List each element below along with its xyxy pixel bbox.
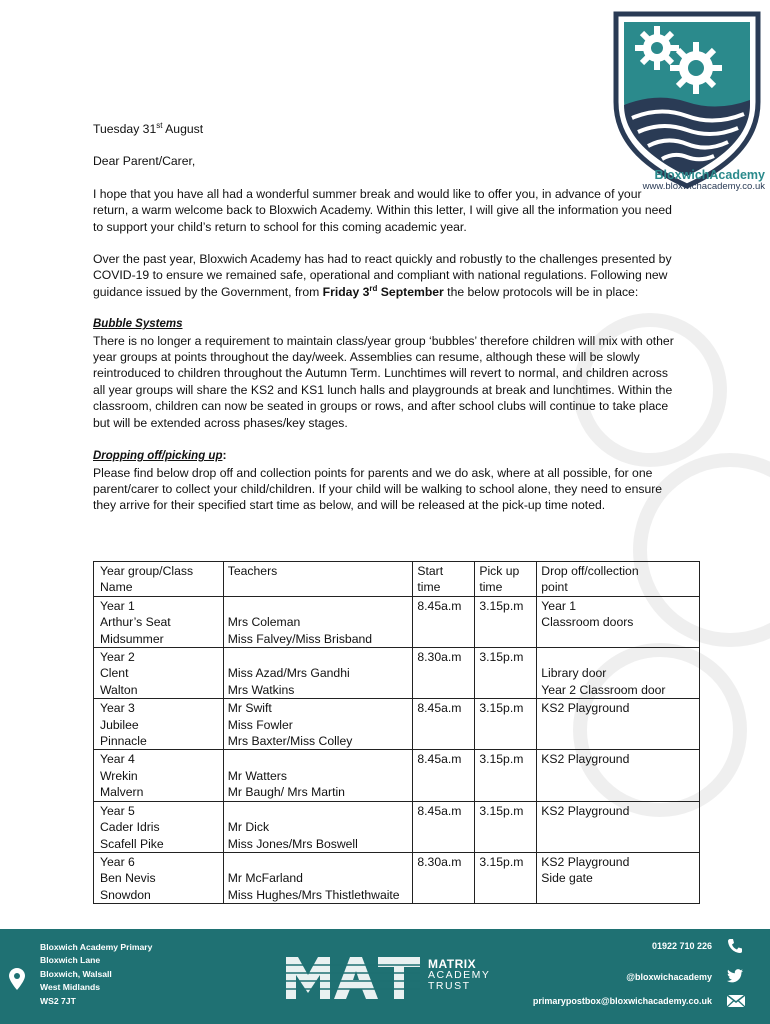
table-row: Year 2 Clent Walton Miss Azad/Mrs Gandhi Mrs Watkins 8.30a.m 3.15p.m Library door Year 2 Classroom door xyxy=(94,648,700,699)
mat-trust-logo xyxy=(286,949,420,1001)
footer-twitter[interactable]: @bloxwichacademy xyxy=(626,972,712,982)
letter-salutation: Dear Parent/Carer, xyxy=(93,154,196,169)
table-row: Year 1 Arthur’s Seat Midsummer Mrs Coleman Miss Falvey/Miss Brisband 8.45a.m 3.15p.m Year 1 Classroom doors xyxy=(94,596,700,647)
school-logo-name: BloxwichAcademy xyxy=(654,168,765,182)
location-pin-icon xyxy=(9,968,25,990)
table-header-row xyxy=(94,562,700,597)
header-drop-off-point: Drop off/collection point xyxy=(537,562,700,597)
footer-email[interactable]: primarypostbox@bloxwichacademy.co.uk xyxy=(532,996,712,1006)
footer-address: Bloxwich Academy Primary Bloxwich Lane Bloxwich, Walsall West Midlands WS2 7JT xyxy=(40,942,153,1006)
drop-off-schedule-table xyxy=(93,561,700,904)
table-row: Year 4 Wrekin Malvern Mr Watters Mr Baugh/ Mrs Martin 8.45a.m 3.15p.m KS2 Playground xyxy=(94,750,700,801)
table-row: Year 6 Ben Nevis Snowdon Mr McFarland Miss Hughes/Mrs Thistlethwaite 8.30a.m 3.15p.m KS2 Playground Side gate xyxy=(94,852,700,903)
paragraph-dropping-off: Please find below drop off and collection points for parents and we do ask, where at all possible, for one parent/carer to collect your child/children. If your child will be walking to school alone, they need to ensure they arrive for their specified start time as below, and will be released at the pick-up time noted. xyxy=(93,465,663,513)
header-pickup-time: Pick up time xyxy=(475,562,537,597)
letter-date: Tuesday 31st August xyxy=(93,120,204,136)
school-website: www.bloxwichacademy.co.uk xyxy=(642,181,765,192)
footer-phone[interactable]: 01922 710 226 xyxy=(651,941,712,951)
email-icon xyxy=(727,995,745,1007)
paragraph-welcome: I hope that you have all had a wonderful summer break and would like to offer you, in advance of your return, a warm welcome back to Bloxwich Academy. Within this letter, I will give all the information you need to support your child’s return to school for this coming academic year. xyxy=(93,186,672,234)
paragraph-bubble-systems: There is no longer a requirement to maintain class/year group ‘bubbles’ therefore children will mix with other year groups at points throughout the day/week. Assemblies can resume, although these will be slowly reintroduced to children throughout the Autumn Term. Lunchtimes will revert to normal, and children across all year groups will share the KS2 and KS1 lunch halls and playgrounds at break and lunchtimes. Within the classroom, children can now be seated in groups or rows, and after school clubs will continue to take place but will be extended across phases/key stages. xyxy=(93,333,674,430)
phone-icon xyxy=(727,938,743,954)
header-teachers: Teachers xyxy=(223,562,413,597)
header-year-group: Year group/Class Name xyxy=(94,562,224,597)
heading-bubble-systems: Bubble Systems xyxy=(93,318,183,331)
twitter-icon xyxy=(727,969,743,983)
table-row: Year 5 Cader Idris Scafell Pike Mr Dick Miss Jones/Mrs Boswell 8.45a.m 3.15p.m KS2 Playground xyxy=(94,801,700,852)
header-start-time: Start time xyxy=(413,562,475,597)
trust-name: MATRIX ACADEMY TRUST xyxy=(428,957,491,992)
heading-dropping-off: Dropping off/picking up: xyxy=(93,448,227,463)
paragraph-covid: Over the past year, Bloxwich Academy has had to react quickly and robustly to the challenges presented by COVID-19 to ensure we remained safe, operational and compliant with national regulations. Following new guidance issued by the Government, from Friday 3rd September the below protocols will be in place: xyxy=(93,252,672,299)
footer-bar xyxy=(0,929,770,1024)
table-row: Year 3 Jubilee Pinnacle Mr Swift Miss Fowler Mrs Baxter/Miss Colley 8.45a.m 3.15p.m KS2 Playground xyxy=(94,699,700,750)
letter-body xyxy=(93,121,675,514)
